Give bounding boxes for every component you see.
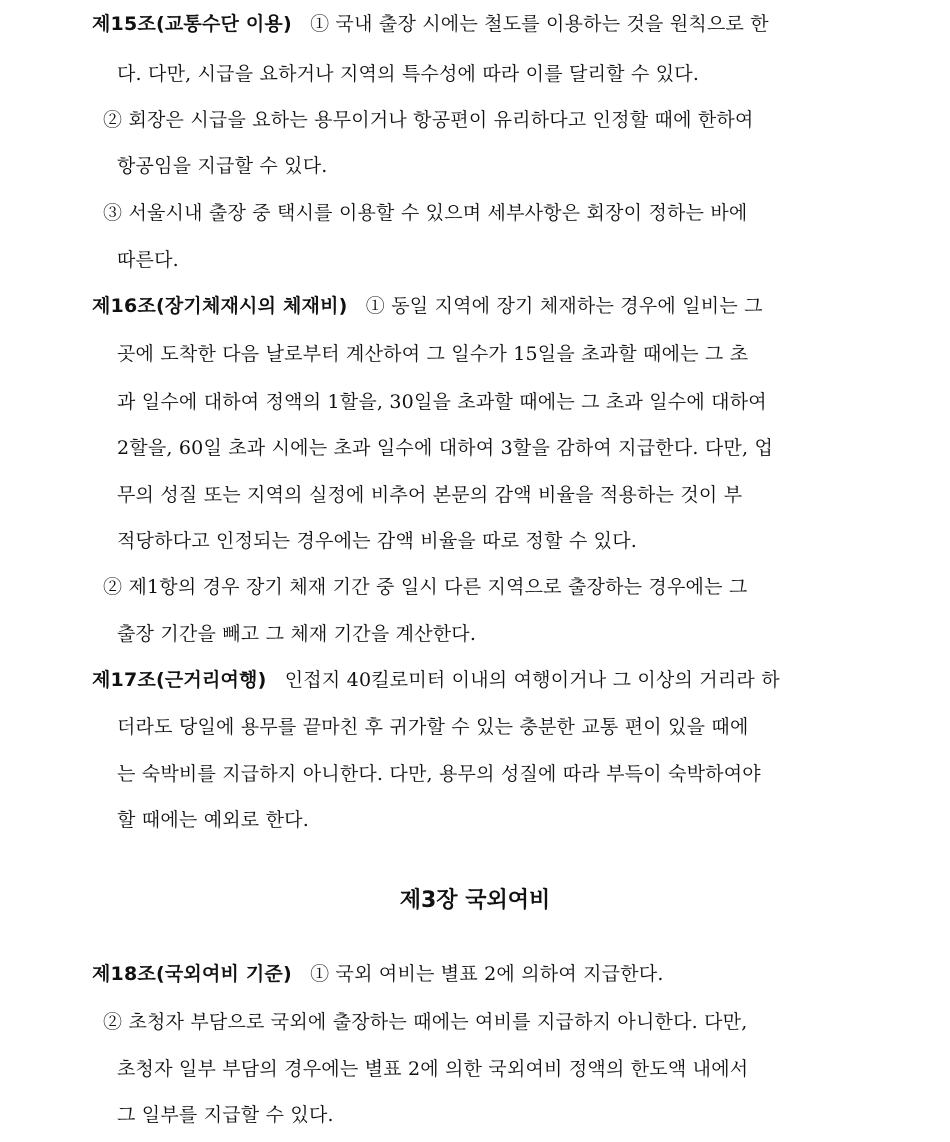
article-15-text-1: ① 국내 출장 시에는 철도를 이용하는 것을 원칙으로 한 xyxy=(310,13,769,35)
article-17-line-3: 는 숙박비를 지급하지 아니한다. 다만, 용무의 성질에 따라 부득이 숙박하여야 xyxy=(117,763,761,785)
article-16-line-4: 2할을, 60일 초과 시에는 초과 일수에 대하여 3할을 감하여 지급한다. 다만, 업 xyxy=(117,437,774,459)
article-16-line-1 xyxy=(92,294,763,318)
article-15-line-1 xyxy=(92,12,769,36)
article-15-line-5: ③ 서울시내 출장 중 택시를 이용할 수 있으며 세부사항은 회장이 정하는 바에 xyxy=(103,202,748,224)
article-16-line-6: 적당하다고 인정되는 경우에는 감액 비율을 따로 정할 수 있다. xyxy=(117,530,638,552)
article-16-line-5: 무의 성질 또는 지역의 실정에 비추어 본문의 감액 비율을 적용하는 것이 부 xyxy=(117,484,743,506)
article-16-title: 제16조(장기체재시의 체재비) xyxy=(92,295,348,317)
article-17-line-1 xyxy=(92,668,780,692)
article-16-line-8: 출장 기간을 빼고 그 체재 기간을 계산한다. xyxy=(117,623,477,645)
article-15-line-6: 따른다. xyxy=(117,249,179,271)
article-18-line-3: 초청자 일부 부담의 경우에는 별표 2에 의한 국외여비 정액의 한도액 내에서 xyxy=(117,1058,749,1080)
article-16-line-7: ② 제1항의 경우 장기 체재 기간 중 일시 다른 지역으로 출장하는 경우에는 그 xyxy=(103,576,748,598)
article-18-line-4: 그 일부를 지급할 수 있다. xyxy=(117,1104,334,1126)
article-16-line-3: 과 일수에 대하여 정액의 1할을, 30일을 초과할 때에는 그 초과 일수에 대하여 xyxy=(117,391,767,413)
article-15-line-4: 항공임을 지급할 수 있다. xyxy=(117,155,328,177)
article-17-text-1: 인접지 40킬로미터 이내의 여행이거나 그 이상의 거리라 하 xyxy=(284,669,780,691)
article-17-line-4: 할 때에는 예외로 한다. xyxy=(117,809,309,831)
article-17-title: 제17조(근거리여행) xyxy=(92,669,267,691)
article-15-title: 제15조(교통수단 이용) xyxy=(92,13,292,35)
article-18-text-1: ① 국외 여비는 별표 2에 의하여 지급한다. xyxy=(310,963,664,985)
article-17-line-2: 더라도 당일에 용무를 끝마친 후 귀가할 수 있는 충분한 교통 편이 있을 때에 xyxy=(117,716,749,738)
article-15-line-2: 다. 다만, 시급을 요하거나 지역의 특수성에 따라 이를 달리할 수 있다. xyxy=(117,63,700,85)
article-18-line-1 xyxy=(92,962,664,986)
article-18-line-2: ② 초청자 부담으로 국외에 출장하는 때에는 여비를 지급하지 아니한다. 다만, xyxy=(103,1011,748,1033)
article-15-line-3: ② 회장은 시급을 요하는 용무이거나 항공편이 유리하다고 인정할 때에 한하여 xyxy=(103,109,754,131)
article-16-text-1: ① 동일 지역에 장기 체재하는 경우에 일비는 그 xyxy=(365,295,763,317)
chapter-heading: 제3장 국외여비 xyxy=(399,888,551,913)
article-18-title: 제18조(국외여비 기준) xyxy=(92,963,292,985)
article-16-line-2: 곳에 도착한 다음 날로부터 계산하여 그 일수가 15일을 초과할 때에는 그 초 xyxy=(117,343,749,365)
